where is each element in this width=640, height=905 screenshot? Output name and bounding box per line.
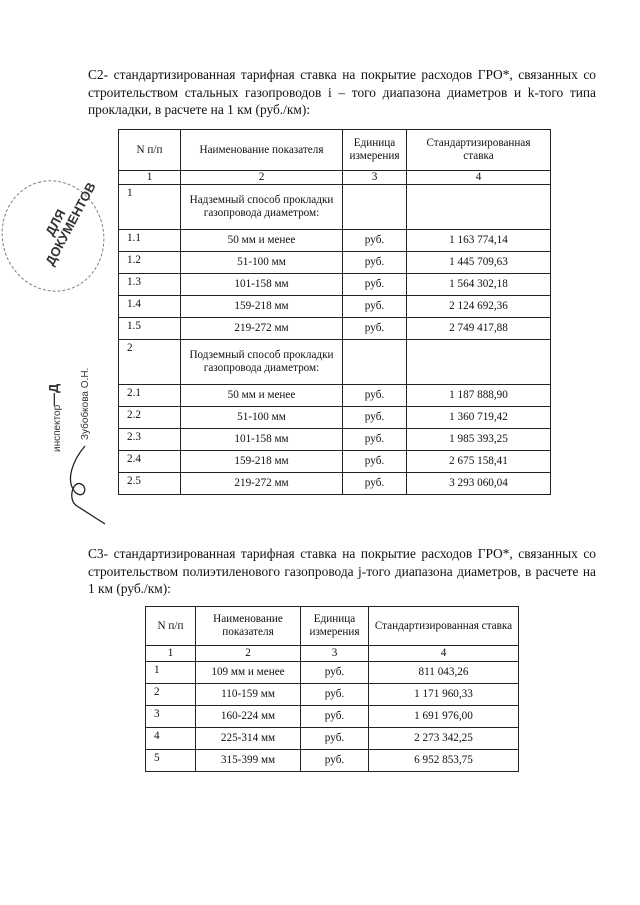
c3-header-cell: Единица измерения (301, 607, 369, 646)
row-name: 50 мм и менее (181, 230, 343, 252)
row-name: 219-272 мм (181, 473, 343, 495)
c2-header-cell: Единица измерения (343, 130, 407, 171)
row-name: 101-158 мм (181, 274, 343, 296)
c2-header-cell: N п/п (119, 130, 181, 171)
c2-column-number: 2 (181, 171, 343, 185)
c2-table-row (119, 429, 551, 451)
c2-table-row (119, 340, 551, 385)
c3-header-cell: N п/п (146, 607, 196, 646)
row-number: 4 (146, 728, 196, 750)
row-unit: руб. (343, 385, 407, 407)
row-unit (343, 185, 407, 230)
c2-header-row (119, 130, 551, 171)
row-number: 1 (146, 662, 196, 684)
c2-intro: С2- стандартизированная тарифная ставка на покрытие расходов ГРО*, связанных со строительством стальных газопроводов i – того диапазона диаметров и k-того типа прокладки, в расчете на 1 км (руб./км): (88, 67, 596, 117)
c3-column-number: 3 (301, 646, 369, 662)
row-number: 2 (119, 340, 181, 385)
row-name: 50 мм и менее (181, 385, 343, 407)
row-unit: руб. (343, 274, 407, 296)
c2-table-row (119, 296, 551, 318)
row-number: 1.1 (119, 230, 181, 252)
c2-table-row (119, 385, 551, 407)
row-rate: 1 360 719,42 (407, 407, 551, 429)
c2-table-row (119, 185, 551, 230)
row-rate: 2 675 158,41 (407, 451, 551, 473)
row-unit: руб. (301, 662, 369, 684)
c3-header-row (146, 607, 519, 646)
row-unit: руб. (301, 728, 369, 750)
row-name: Подземный способ прокладки газопровода диаметром: (181, 340, 343, 385)
c2-column-number: 4 (407, 171, 551, 185)
row-rate: 2 124 692,36 (407, 296, 551, 318)
row-unit: руб. (343, 473, 407, 495)
c2-table-row (119, 252, 551, 274)
row-name: 219-272 мм (181, 318, 343, 340)
row-rate: 1 187 888,90 (407, 385, 551, 407)
row-name: 159-218 мм (181, 296, 343, 318)
row-name: 110-159 мм (196, 684, 301, 706)
c3-table-row (146, 750, 519, 772)
c3-column-number: 1 (146, 646, 196, 662)
handwritten-signature (55, 440, 125, 530)
row-number: 2 (146, 684, 196, 706)
c2-table-row (119, 274, 551, 296)
row-rate: 811 043,26 (369, 662, 519, 684)
row-rate: 6 952 853,75 (369, 750, 519, 772)
c2-table-row (119, 473, 551, 495)
side-stamp-name: Зубобкова О.Н. (80, 367, 91, 440)
c2-table-row (119, 451, 551, 473)
row-number: 1.4 (119, 296, 181, 318)
row-name: 160-224 мм (196, 706, 301, 728)
side-stamp-code: —Д (46, 383, 61, 406)
row-unit: руб. (343, 429, 407, 451)
row-rate: 1 985 393,25 (407, 429, 551, 451)
row-number: 1.5 (119, 318, 181, 340)
row-rate: 1 171 960,33 (369, 684, 519, 706)
row-unit: руб. (343, 230, 407, 252)
row-rate (407, 185, 551, 230)
row-number: 5 (146, 750, 196, 772)
row-unit: руб. (301, 684, 369, 706)
row-unit (343, 340, 407, 385)
row-name: 109 мм и менее (196, 662, 301, 684)
row-number: 1 (119, 185, 181, 230)
row-rate: 2 273 342,25 (369, 728, 519, 750)
row-unit: руб. (343, 252, 407, 274)
row-number: 2.3 (119, 429, 181, 451)
c3-table-row (146, 706, 519, 728)
c2-table-row (119, 318, 551, 340)
row-rate (407, 340, 551, 385)
row-rate: 3 293 060,04 (407, 473, 551, 495)
row-unit: руб. (343, 407, 407, 429)
round-stamp-label: ДЛЯ ДОКУМЕНТОВ (42, 179, 99, 268)
row-rate: 2 749 417,88 (407, 318, 551, 340)
row-number: 1.3 (119, 274, 181, 296)
c3-table (145, 606, 519, 772)
c3-table-row (146, 684, 519, 706)
row-number: 2.2 (119, 407, 181, 429)
c2-header-cell: Наименование показателя (181, 130, 343, 171)
row-name: 101-158 мм (181, 429, 343, 451)
row-unit: руб. (301, 706, 369, 728)
c3-intro: С3- стандартизированная тарифная ставка на покрытие расходов ГРО*, связанных со строительством полиэтиленового газопровода j-того диапазона диаметров, в расчете на 1 км (руб./км): (88, 546, 596, 596)
row-number: 3 (146, 706, 196, 728)
c3-column-number: 4 (369, 646, 519, 662)
row-number: 2.1 (119, 385, 181, 407)
row-unit: руб. (343, 318, 407, 340)
c2-column-number: 3 (343, 171, 407, 185)
row-name: 51-100 мм (181, 407, 343, 429)
row-rate: 1 445 709,63 (407, 252, 551, 274)
c2-table-row (119, 230, 551, 252)
row-number: 2.4 (119, 451, 181, 473)
c2-table-row (119, 407, 551, 429)
c3-table-row (146, 662, 519, 684)
row-rate: 1 691 976,00 (369, 706, 519, 728)
c3-column-number: 2 (196, 646, 301, 662)
c3-header-cell: Стандартизированная ставка (369, 607, 519, 646)
row-number: 1.2 (119, 252, 181, 274)
row-unit: руб. (343, 451, 407, 473)
c2-column-number: 1 (119, 171, 181, 185)
row-unit: руб. (343, 296, 407, 318)
row-name: Надземный способ прокладки газопровода диаметром: (181, 185, 343, 230)
row-name: 51-100 мм (181, 252, 343, 274)
row-rate: 1 564 302,18 (407, 274, 551, 296)
c2-table (118, 129, 551, 495)
c2-header-cell: Стандартизированная ставка (407, 130, 551, 171)
row-unit: руб. (301, 750, 369, 772)
row-rate: 1 163 774,14 (407, 230, 551, 252)
row-number: 2.5 (119, 473, 181, 495)
side-stamp-inspector: инспектор (52, 404, 63, 452)
c3-column-number-row (146, 646, 519, 662)
c3-table-row (146, 728, 519, 750)
row-name: 159-218 мм (181, 451, 343, 473)
row-name: 225-314 мм (196, 728, 301, 750)
c3-header-cell: Наименование показателя (196, 607, 301, 646)
row-name: 315-399 мм (196, 750, 301, 772)
c2-column-number-row (119, 171, 551, 185)
